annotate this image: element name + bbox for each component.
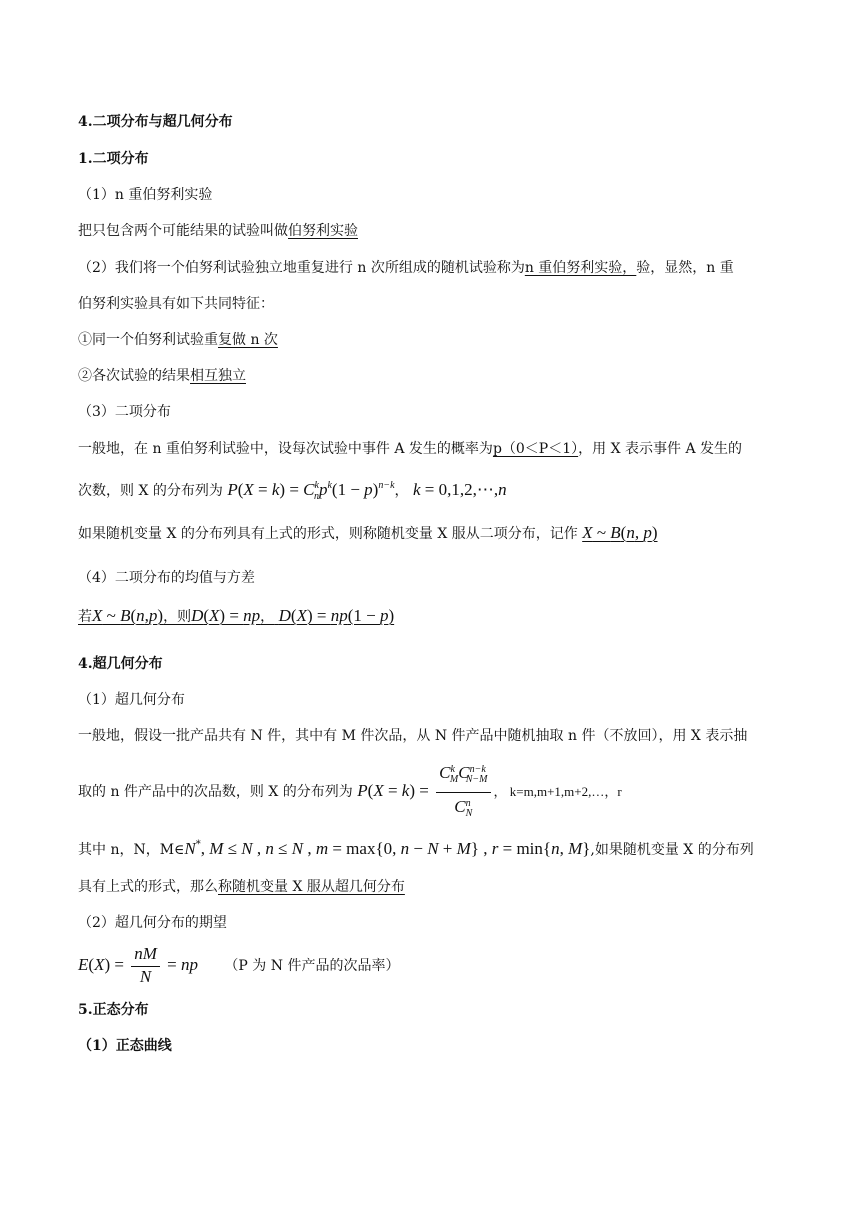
binomial-notation: X ~ B(n, p) bbox=[582, 523, 658, 542]
hypergeometric-text-e: ,如果随机变量 X 的分布列 bbox=[590, 842, 754, 858]
probability-range: p（0＜P＜1） bbox=[492, 441, 579, 457]
binomial-text-c: 次数，则 X 的分布列为 bbox=[78, 483, 223, 499]
feature-1-text: ①同一个伯努利试验重 bbox=[78, 332, 218, 348]
expectation-formula: E(X) = $\frac{nM}{N}$ = np bbox=[78, 944, 198, 986]
hypergeometric-text-d: 其中 n，N，M∈ bbox=[78, 842, 185, 858]
k-range: k = 0,1,2,⋯,n bbox=[412, 480, 507, 499]
feature-2-text: ②各次试验的结果 bbox=[78, 368, 190, 384]
feature-2-term: 相互独立 bbox=[190, 368, 246, 384]
hypergeometric-text-b: 取的 n 件产品中的次品数，则 X 的分布列为 bbox=[78, 784, 353, 800]
hypergeometric-subtitle: （1）超几何分布 bbox=[78, 692, 185, 708]
feature-1-term: 复做 n 次 bbox=[218, 332, 278, 348]
mean-variance-text-b: ，则 bbox=[163, 609, 192, 625]
mean-variance-text-a: 若 bbox=[78, 609, 92, 625]
binomial-text-a: 一般地，在 n 重伯努利试验中，设每次试验中事件 A 发生的概率为 bbox=[78, 441, 493, 457]
hypergeometric-formula: P(X = k) = $\frac{C^k_MC^{n-k}_{N-M}}{C^n_N}$ bbox=[357, 784, 493, 800]
binomial-notation-line bbox=[78, 523, 658, 544]
n-bernoulli-text-a: （2）我们将一个伯努利试验独立地重复进行 n 次所组成的随机试验称为 bbox=[78, 260, 525, 276]
hypergeometric-conclusion bbox=[78, 877, 405, 897]
binomial-definition bbox=[78, 439, 742, 459]
bernoulli-definition bbox=[78, 221, 358, 241]
binomial-distribution-line bbox=[78, 476, 507, 507]
k-range-hyper: ， k=m,m+1,m+2,…，r bbox=[493, 784, 622, 799]
normal-curve-subtitle: （1）正态曲线 bbox=[78, 1038, 172, 1054]
n-bernoulli-definition bbox=[78, 258, 734, 278]
main-heading: 4.二项分布与超几何分布 bbox=[78, 114, 233, 130]
expectation-note: （P 为 N 件产品的次品率） bbox=[224, 958, 400, 974]
bernoulli-subtitle: （1）n 重伯努利实验 bbox=[78, 187, 213, 203]
n-bernoulli-term: n 重伯努利实验， bbox=[524, 260, 637, 276]
hypergeometric-definition: 一般地，假设一批产品共有 N 件，其中有 M 件次品，从 N 件产品中随机抽取 n 件（不放回），用 X 表示抽 bbox=[78, 728, 748, 744]
binomial-formula: $P(X = k) = C^k_np^k(1 - p)^{n-k}$ bbox=[227, 480, 395, 502]
hypergeometric-text-f: 具有上式的形式，那么 bbox=[78, 879, 218, 895]
section-normal-title: 5.正态分布 bbox=[78, 1002, 149, 1018]
n-bernoulli-text-b: 验，显然，n 重 bbox=[636, 260, 734, 276]
binomial-text-e: 如果随机变量 X 的分布列具有上式的形式，则称随机变量 X 服从二项分布，记作 bbox=[78, 526, 578, 542]
feature-2 bbox=[78, 366, 246, 386]
hypergeometric-distribution-line bbox=[78, 760, 622, 824]
section-binomial-title: 1.二项分布 bbox=[78, 151, 149, 167]
n-bernoulli-features-intro: 伯努利实验具有如下共同特征： bbox=[78, 296, 274, 312]
feature-1 bbox=[78, 330, 278, 350]
bernoulli-definition-text: 把只包含两个可能结果的试验叫做 bbox=[78, 223, 288, 239]
bernoulli-term: 伯努利实验 bbox=[288, 223, 358, 239]
expectation-formula-line bbox=[78, 945, 399, 987]
hypergeometric-conditions: 其中 n，N，M∈N*, M ≤ N , n ≤ N , m = max{0, n − N + M} , r = min{n, M},如果随机变量 X 的分布列 bbox=[78, 839, 754, 858]
binomial-text-d: ， bbox=[394, 483, 409, 499]
binomial-subtitle: （3）二项分布 bbox=[78, 404, 171, 420]
binomial-text-b: ，用 X 表示事件 A 发生的 bbox=[578, 441, 743, 457]
mean-variance-subtitle: （4）二项分布的均值与方差 bbox=[78, 570, 255, 586]
mean-variance-text-c: ， bbox=[260, 609, 275, 625]
mean-variance-formula: 若X ~ B(n,p)，则D(X) = np， D(X) = np(1 − p) bbox=[78, 606, 395, 625]
hypergeometric-term: 称随机变量 X 服从超几何分布 bbox=[218, 879, 405, 895]
section-hypergeometric-title: 4.超几何分布 bbox=[78, 656, 163, 672]
expectation-subtitle: （2）超几何分布的期望 bbox=[78, 915, 227, 931]
